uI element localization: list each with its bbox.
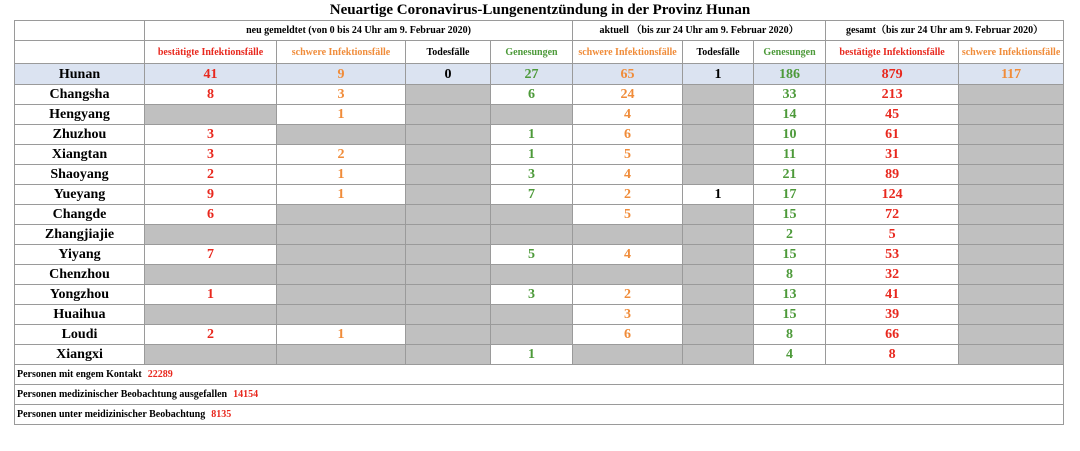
cell-new-recovered <box>491 265 573 285</box>
cell-new-deaths <box>406 85 491 105</box>
hunan-statistics-table <box>14 20 1064 425</box>
province-new-confirmed: 41 <box>145 64 277 85</box>
footer-label: Personen unter meidizinischer Beobachtung <box>17 409 206 420</box>
cell-cur-severe <box>573 345 683 365</box>
cell-cur-recovered: 15 <box>754 305 826 325</box>
cell-tot-severe <box>959 265 1064 285</box>
region-name: Yiyang <box>15 245 145 265</box>
footer-cell <box>15 385 1064 405</box>
footer-value: 14154 <box>233 389 259 400</box>
cell-new-recovered: 1 <box>491 145 573 165</box>
cell-new-confirmed <box>145 265 277 285</box>
region-name: Yueyang <box>15 185 145 205</box>
cell-cur-recovered: 17 <box>754 185 826 205</box>
cell-tot-severe <box>959 245 1064 265</box>
cell-cur-deaths <box>683 285 754 305</box>
cell-new-severe <box>277 265 406 285</box>
cell-tot-confirmed: 66 <box>826 325 959 345</box>
cell-tot-severe <box>959 125 1064 145</box>
cell-new-deaths <box>406 105 491 125</box>
cell-new-confirmed: 3 <box>145 125 277 145</box>
footer-row <box>15 385 1064 405</box>
cell-new-deaths <box>406 225 491 245</box>
cell-tot-confirmed: 72 <box>826 205 959 225</box>
footer-label: Personen mit engem Kontakt <box>17 369 142 380</box>
cell-new-recovered <box>491 305 573 325</box>
region-name: Xiangxi <box>15 345 145 365</box>
cell-new-confirmed: 9 <box>145 185 277 205</box>
cell-new-severe <box>277 225 406 245</box>
page-title: Neuartige Coronavirus-Lungenentzündung in der Provinz Hunan <box>329 2 751 18</box>
footer-row <box>15 405 1064 425</box>
province-new-deaths: 0 <box>406 64 491 85</box>
footer-row <box>15 365 1064 385</box>
cell-cur-severe: 6 <box>573 125 683 145</box>
cell-cur-recovered: 33 <box>754 85 826 105</box>
cell-new-deaths <box>406 265 491 285</box>
cell-tot-severe <box>959 325 1064 345</box>
table-row <box>15 345 1064 365</box>
cell-new-severe <box>277 345 406 365</box>
region-name: Huaihua <box>15 305 145 325</box>
cell-tot-confirmed: 39 <box>826 305 959 325</box>
region-name: Xiangtan <box>15 145 145 165</box>
cell-cur-deaths <box>683 305 754 325</box>
cell-cur-deaths <box>683 245 754 265</box>
cell-cur-recovered: 15 <box>754 205 826 225</box>
footer-label: Personen medizinischer Beobachtung ausgefallen <box>17 389 228 400</box>
cell-new-severe: 1 <box>277 165 406 185</box>
cell-new-severe: 3 <box>277 85 406 105</box>
cell-cur-recovered: 21 <box>754 165 826 185</box>
col-new-confirmed: bestätigte Infektionsfälle <box>145 41 277 64</box>
region-name: Hengyang <box>15 105 145 125</box>
cell-cur-deaths <box>683 85 754 105</box>
cell-new-confirmed: 8 <box>145 85 277 105</box>
cell-tot-confirmed: 8 <box>826 345 959 365</box>
region-name: Loudi <box>15 325 145 345</box>
cell-new-recovered <box>491 225 573 245</box>
cell-cur-deaths <box>683 225 754 245</box>
table-row <box>15 205 1064 225</box>
province-new-recovered: 27 <box>491 64 573 85</box>
cell-cur-deaths <box>683 205 754 225</box>
cell-new-confirmed: 1 <box>145 285 277 305</box>
cell-tot-confirmed: 31 <box>826 145 959 165</box>
cell-cur-deaths <box>683 125 754 145</box>
cell-cur-recovered: 15 <box>754 245 826 265</box>
province-name: Hunan <box>15 64 145 85</box>
footer-cell <box>15 365 1064 385</box>
cell-cur-severe: 4 <box>573 105 683 125</box>
cell-new-confirmed <box>145 345 277 365</box>
col-cur-deaths: Todesfälle <box>683 41 754 64</box>
cell-cur-severe: 5 <box>573 205 683 225</box>
cell-new-severe: 1 <box>277 185 406 205</box>
cell-cur-deaths <box>683 165 754 185</box>
cell-new-deaths <box>406 205 491 225</box>
cell-new-severe <box>277 305 406 325</box>
cell-cur-recovered: 14 <box>754 105 826 125</box>
cell-new-confirmed: 6 <box>145 205 277 225</box>
cell-new-recovered <box>491 205 573 225</box>
region-name: Yongzhou <box>15 285 145 305</box>
region-name: Changde <box>15 205 145 225</box>
province-cur-deaths: 1 <box>683 64 754 85</box>
cell-new-deaths <box>406 325 491 345</box>
col-cur-recovered: Genesungen <box>754 41 826 64</box>
table-row <box>15 165 1064 185</box>
cell-new-deaths <box>406 345 491 365</box>
province-tot-confirmed: 879 <box>826 64 959 85</box>
cell-new-recovered: 1 <box>491 345 573 365</box>
col-new-recovered: Genesungen <box>491 41 573 64</box>
cell-tot-severe <box>959 105 1064 125</box>
cell-tot-confirmed: 89 <box>826 165 959 185</box>
cell-cur-deaths <box>683 265 754 285</box>
footer-value: 8135 <box>211 409 232 420</box>
table-row <box>15 105 1064 125</box>
table-row <box>15 85 1064 105</box>
cell-tot-confirmed: 213 <box>826 85 959 105</box>
cell-new-confirmed: 2 <box>145 165 277 185</box>
cell-tot-severe <box>959 85 1064 105</box>
col-new-deaths: Todesfälle <box>406 41 491 64</box>
cell-cur-severe <box>573 265 683 285</box>
table-row <box>15 185 1064 205</box>
cell-tot-severe <box>959 225 1064 245</box>
group-header-row <box>15 21 1064 41</box>
cell-tot-confirmed: 53 <box>826 245 959 265</box>
region-name: Changsha <box>15 85 145 105</box>
cell-cur-severe: 6 <box>573 325 683 345</box>
cell-new-recovered: 3 <box>491 165 573 185</box>
table-row <box>15 125 1064 145</box>
table-row <box>15 265 1064 285</box>
cell-cur-severe: 2 <box>573 185 683 205</box>
cell-new-recovered: 5 <box>491 245 573 265</box>
table-row <box>15 285 1064 305</box>
cell-new-deaths <box>406 125 491 145</box>
table-row <box>15 325 1064 345</box>
cell-cur-severe: 4 <box>573 165 683 185</box>
cell-new-severe <box>277 245 406 265</box>
column-header-row <box>15 41 1064 64</box>
footer-cell <box>15 405 1064 425</box>
cell-cur-deaths <box>683 325 754 345</box>
col-tot-confirmed: bestätigte Infektionsfälle <box>826 41 959 64</box>
cell-new-confirmed <box>145 305 277 325</box>
cell-cur-recovered: 13 <box>754 285 826 305</box>
cell-new-recovered <box>491 105 573 125</box>
cell-tot-severe <box>959 145 1064 165</box>
table-row <box>15 305 1064 325</box>
cell-cur-severe <box>573 225 683 245</box>
region-name: Zhangjiajie <box>15 225 145 245</box>
cell-cur-recovered: 10 <box>754 125 826 145</box>
province-new-severe: 9 <box>277 64 406 85</box>
table-row <box>15 145 1064 165</box>
corner-cell <box>15 41 145 64</box>
region-name: Shaoyang <box>15 165 145 185</box>
cell-cur-recovered: 2 <box>754 225 826 245</box>
cell-cur-deaths <box>683 105 754 125</box>
cell-new-recovered: 7 <box>491 185 573 205</box>
cell-tot-confirmed: 45 <box>826 105 959 125</box>
cell-cur-recovered: 4 <box>754 345 826 365</box>
cell-cur-recovered: 8 <box>754 325 826 345</box>
cell-cur-deaths: 1 <box>683 185 754 205</box>
province-cur-recovered: 186 <box>754 64 826 85</box>
cell-new-deaths <box>406 245 491 265</box>
cell-tot-severe <box>959 305 1064 325</box>
cell-new-confirmed: 2 <box>145 325 277 345</box>
cell-tot-severe <box>959 165 1064 185</box>
cell-new-recovered: 1 <box>491 125 573 145</box>
table-row <box>15 225 1064 245</box>
group-current-header: aktuell （bis zur 24 Uhr am 9. Februar 2020） <box>573 21 826 41</box>
cell-tot-confirmed: 124 <box>826 185 959 205</box>
cell-new-deaths <box>406 285 491 305</box>
cell-new-severe <box>277 285 406 305</box>
cell-new-recovered <box>491 325 573 345</box>
cell-cur-recovered: 11 <box>754 145 826 165</box>
cell-cur-severe: 4 <box>573 245 683 265</box>
col-tot-severe: schwere Infektionsfälle <box>959 41 1064 64</box>
cell-new-severe: 2 <box>277 145 406 165</box>
province-cur-severe: 65 <box>573 64 683 85</box>
table-row <box>15 245 1064 265</box>
cell-cur-severe: 3 <box>573 305 683 325</box>
region-name: Chenzhou <box>15 265 145 285</box>
cell-cur-deaths <box>683 345 754 365</box>
cell-tot-severe <box>959 205 1064 225</box>
region-name: Zhuzhou <box>15 125 145 145</box>
province-row <box>15 64 1064 85</box>
cell-new-confirmed: 7 <box>145 245 277 265</box>
group-total-header: gesamt（bis zur 24 Uhr am 9. Februar 2020） <box>826 21 1064 41</box>
cell-new-deaths <box>406 185 491 205</box>
cell-tot-confirmed: 61 <box>826 125 959 145</box>
group-new-header: neu gemeldtet (von 0 bis 24 Uhr am 9. Februar 2020) <box>145 21 573 41</box>
province-tot-severe: 117 <box>959 64 1064 85</box>
cell-cur-deaths <box>683 145 754 165</box>
cell-new-recovered: 3 <box>491 285 573 305</box>
cell-new-severe <box>277 125 406 145</box>
cell-new-confirmed: 3 <box>145 145 277 165</box>
cell-tot-severe <box>959 285 1064 305</box>
cell-tot-confirmed: 32 <box>826 265 959 285</box>
cell-new-deaths <box>406 305 491 325</box>
cell-tot-confirmed: 41 <box>826 285 959 305</box>
cell-cur-severe: 24 <box>573 85 683 105</box>
cell-cur-severe: 2 <box>573 285 683 305</box>
col-cur-severe: schwere Infektionsfälle <box>573 41 683 64</box>
cell-new-deaths <box>406 165 491 185</box>
cell-tot-severe <box>959 185 1064 205</box>
cell-new-severe <box>277 205 406 225</box>
cell-cur-recovered: 8 <box>754 265 826 285</box>
cell-new-confirmed <box>145 105 277 125</box>
cell-new-recovered: 6 <box>491 85 573 105</box>
corner-cell <box>15 21 145 41</box>
footer-value: 22289 <box>147 369 173 380</box>
cell-tot-severe <box>959 345 1064 365</box>
cell-new-deaths <box>406 145 491 165</box>
col-new-severe: schwere Infektionsfälle <box>277 41 406 64</box>
cell-cur-severe: 5 <box>573 145 683 165</box>
cell-new-severe: 1 <box>277 325 406 345</box>
cell-tot-confirmed: 5 <box>826 225 959 245</box>
cell-new-severe: 1 <box>277 105 406 125</box>
cell-new-confirmed <box>145 225 277 245</box>
